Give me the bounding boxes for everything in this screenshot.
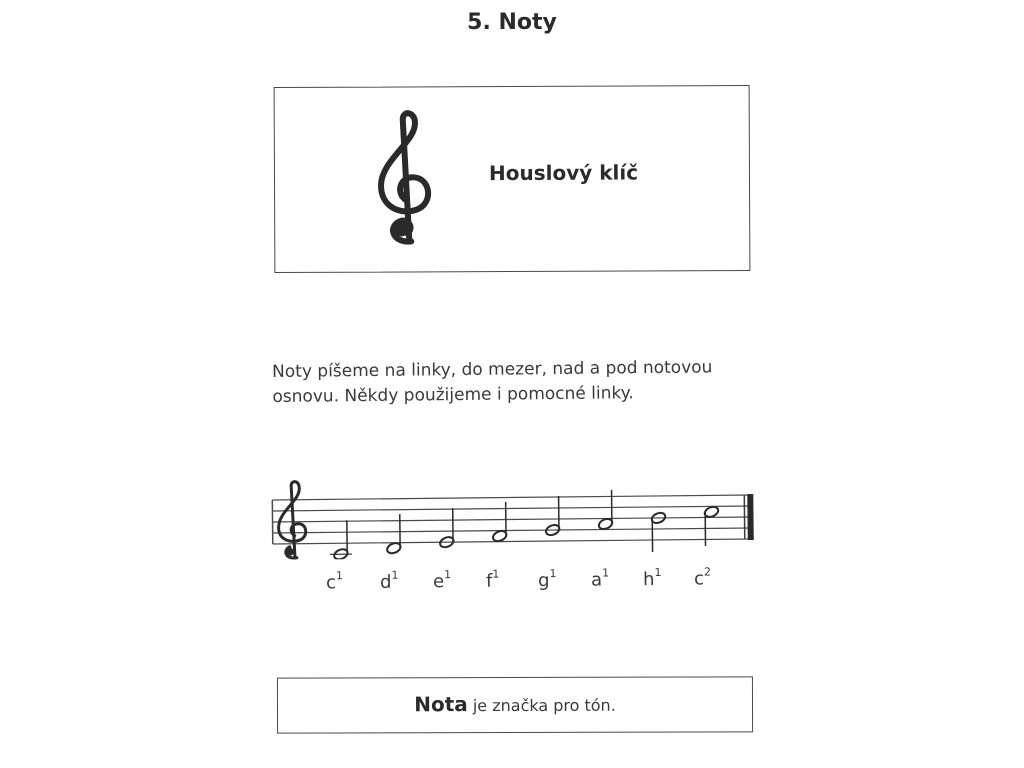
staff-treble-clef-icon: [278, 482, 306, 559]
note-labels: [270, 567, 770, 602]
note-h1: [650, 511, 667, 552]
definition-bold: Nota: [414, 692, 468, 717]
end-bar-thick: [747, 494, 753, 540]
definition-rest: je značka pro tón.: [467, 695, 616, 716]
treble-clef-box: [274, 85, 751, 273]
note-label-c1: $c^1$: [326, 569, 344, 594]
note-label-e1: $e^1$: [433, 568, 452, 593]
note-label-g1: $g^1$: [537, 567, 557, 592]
intro-text: [272, 355, 752, 410]
note-label-c2: $c^2$: [693, 565, 711, 590]
definition-text: [278, 691, 752, 716]
note-e1: [438, 508, 455, 549]
note-label-d1: $d^1$: [380, 568, 399, 593]
note-g1: [544, 496, 561, 537]
staff-lines: [272, 495, 750, 544]
clef-label: Houslový klíč: [488, 160, 639, 186]
notes-layer: [329, 489, 720, 560]
intro-line-2: osnovu. Někdy použijeme i pomocné linky.: [272, 383, 634, 407]
music-staff: [270, 465, 771, 560]
definition-box: [277, 676, 753, 733]
note-label-a1: $a^1$: [590, 566, 610, 591]
note-label-f1: $f^1$: [485, 567, 500, 592]
note-c1: [330, 520, 352, 560]
note-label-h1: $h^1$: [642, 565, 662, 591]
treble-clef-icon: [373, 109, 444, 249]
page-title: 5. Noty: [467, 10, 557, 35]
intro-line-1: Noty píšeme na linky, do mezer, nad a pod notovou: [272, 357, 713, 382]
staff-svg: [270, 465, 771, 560]
